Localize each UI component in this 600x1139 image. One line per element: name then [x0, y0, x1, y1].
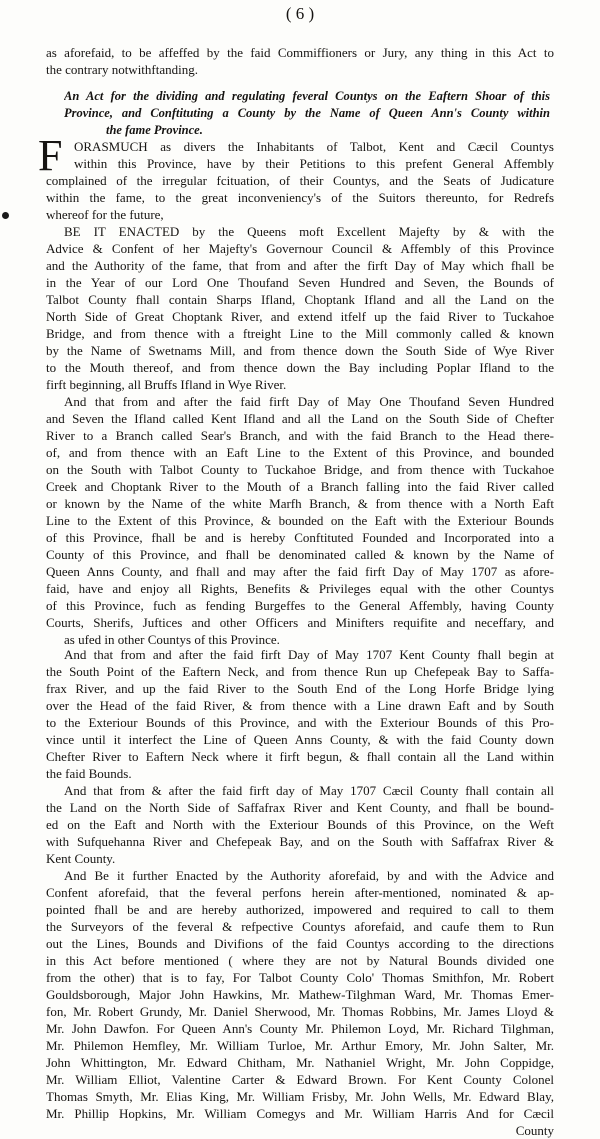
enacting-paragraph: [46, 223, 554, 393]
text-line: North Side of Great Choptank River, and extend itfelf up the faid River to Tuckahoe: [46, 309, 554, 324]
margin-mark: [2, 212, 9, 219]
text-line: by the Name of Swetnams Mill, and from thence down the South Side of Wye River: [46, 343, 554, 358]
text-line: Gouldsborough, Major John Hawkins, Mr. Mathew-Tilghman Ward, Mr. Thomas Emer-: [46, 987, 554, 1002]
text-line: vince until it interfect the Line of Queen Anns County, & with the faid County down: [46, 732, 554, 747]
drop-cap: F: [38, 131, 63, 180]
text-line: Queen Anns County, and fhall and may after the faid firft Day of May 1707 as afore-: [46, 564, 554, 579]
title-line: An Act for the dividing and regulating feveral Countys on the Eaftern Shoar of this: [64, 89, 550, 103]
title-line: Province, and Conftituting a County by the Name of Queen Ann's County within: [64, 106, 550, 120]
text-line: ed on the Eaft and North with the Exteriour Bounds of this Province, on the Weft: [46, 817, 554, 832]
text-line: and Seven the Ifland called Kent Ifland and all the Land on the South Side of Chefter: [46, 411, 554, 426]
text-line: Creek and Choptank River to the Mouth of a Branch falling into the faid River called: [46, 479, 554, 494]
text-line: on the South with Talbot County to Tuckahoe Bridge, and from thence with Tuckahoe: [46, 462, 554, 477]
caecil-paragraph: [46, 782, 554, 867]
text-line: fon, Mr. Robert Grundy, Mr. Daniel Sherwood, Mr. Thomas Robbins, Mr. James Lloyd &: [46, 1004, 554, 1019]
text-line: And that from and after the faid firft Day of May 1707 Kent County fhall begin at: [64, 647, 554, 662]
text-line: Mr. Phillip Hopkins, Mr. William Comegys and Mr. William Harris And for Cæcil: [46, 1106, 554, 1121]
text-line: in the Year of our Lord One Thoufand Seven Hundred and Seven, the Bounds of: [46, 275, 554, 290]
text-line: within this Province, have by their Petitions to this prefent General Affembly: [74, 156, 554, 171]
text-line: of, and from thence with an Eaft Line to the Extent of this Province, and bounded: [46, 445, 554, 460]
text-line: BE IT ENACTED by the Queens moft Excellent Majefty by & with the: [64, 224, 554, 239]
text-line: Confent aforefaid, that the feveral perfons herein after-mentioned, nominated & ap-: [46, 885, 554, 900]
text-line: Mr. John Dawfon. For Queen Ann's County Mr. Philemon Loyd, Mr. Richard Tilghman,: [46, 1021, 554, 1036]
text-line: of this Province, fuch as fending Burgeffes to the General Affembly, having County: [46, 598, 554, 613]
text-line: faid, have and enjoy all Rights, Benefits & Privileges equal with the other Countys: [46, 581, 554, 596]
text-line: Mr. Philemon Hemfley, Mr. William Turloe, Mr. Arthur Emory, Mr. John Salter, Mr.: [46, 1038, 554, 1053]
act-title: [64, 88, 550, 139]
text-line: or known by the Name of the white Marfh Branch, & from thence with a North Eaft: [46, 496, 554, 511]
text-line: Bridge, and from thence with a ftreight Line to the Mill commonly called & known: [46, 326, 554, 341]
text-line: the contrary notwithftanding.: [46, 62, 198, 77]
text-line: pointed fhall be and are hereby authorized, impowered and required to call to them: [46, 902, 554, 917]
text-line: the faid Bounds.: [46, 766, 132, 781]
text-line: Chefter River to Eaftern Neck where it firft begun, & fhall contain all the Land within: [46, 749, 554, 764]
text-line: Mr. William Elliot, Valentine Carter & Edward Brown. For Kent County Colonel: [46, 1072, 554, 1087]
text-line: over the Head of the faid River, & from thence with a Line drawn Eaft and by South: [46, 698, 554, 713]
text-line: Advice & Confent of her Majefty's Governour Council & Affembly of this Province: [46, 241, 554, 256]
text-line: Courts, Sherifs, Juftices and other Officers and Minifters requifite and neceffary, and: [46, 615, 554, 630]
text-line: Thomas Smyth, Mr. Elias King, Mr. William Frisby, Mr. John Wells, Mr. Edward Blay,: [46, 1089, 554, 1104]
queen-anns-paragraph: [46, 393, 554, 648]
text-line: with Sufquehanna River and Chefepeak Bay, and on the South with Saffafrax River &: [46, 834, 554, 849]
title-line: the fame Province.: [106, 123, 203, 137]
text-line: to the Exteriour Bounds of this Province, and with the Exteriour Bounds of this Pro-: [46, 715, 554, 730]
text-line: the South Point of the Eaftern Neck, and from thence Run up Chefepeak Bay to Saffa-: [46, 664, 554, 679]
kent-paragraph: [46, 646, 554, 782]
text-line: Talbot County fhall contain Sharps Ifland, Choptank Ifland and all the Land on the: [46, 292, 554, 307]
text-line: And that from & after the faid firft day of May 1707 Cæcil County fhall contain all: [64, 783, 554, 798]
text-line: the Land on the North Side of Saffafrax River and Kent County, and fhall be bound-: [46, 800, 554, 815]
text-line: firft beginning, all Bruffs Ifland in Wye River.: [46, 377, 287, 392]
text-line: And Be it further Enacted by the Authority aforefaid, by and with the Advice and: [64, 868, 554, 883]
commissioners-paragraph: [46, 867, 554, 1139]
text-line: from the other) that is to fay, For Talbot County Colo' Thomas Smithfon, Mr. Robert: [46, 970, 554, 985]
text-line: River to a Branch called Sear's Branch, and with the faid Branch to the Head there-: [46, 428, 554, 443]
text-line: John Whittington, Mr. Edward Chitham, Mr. Nathaniel Wright, Mr. John Coppidge,: [46, 1055, 554, 1070]
text-line: in this Act before mentioned ( where they are not by Natural Bounds divided one: [46, 953, 554, 968]
catchword: County: [515, 1123, 554, 1138]
text-line: County of this Province, and fhall be denominated called & known by the Name of: [46, 547, 554, 562]
text-line: complained of the irregular fcituation, of their Countys, and the Seats of Judicature: [46, 173, 554, 188]
text-line: whereof for the future,: [46, 207, 164, 222]
text-line: and the Authority of the fame, that from and after the firft Day of May which fhall be: [46, 258, 554, 273]
text-line: to the Mouth thereof, and from thence down the Bay including Poplar Ifland to the: [46, 360, 554, 375]
page-number: ( 6 ): [285, 4, 315, 23]
text-line: out the Lines, Bounds and Divifions of the faid Countys according to the directions: [46, 936, 554, 951]
text-line: of this Province, fhall be and is hereby Conftituted Founded and Incorporated into a: [46, 530, 554, 545]
text-line: frax River, and up the faid River to the South End of the Long Horfe Bridge lying: [46, 681, 554, 696]
text-line: as ufed in other Countys of this Province.: [64, 632, 280, 647]
text-line: ORASMUCH as divers the Inhabitants of Talbot, Kent and Cæcil Countys: [74, 139, 554, 154]
text-line: And that from and after the faid firft Day of May One Thoufand Seven Hundred: [64, 394, 554, 409]
preamble-paragraph: [38, 131, 554, 223]
text-line: Kent County.: [46, 851, 116, 866]
continuation-text: [46, 44, 554, 78]
text-line: within the fame, to the great inconveniency's of the Suitors thereunto, for Redrefs: [46, 190, 554, 205]
text-line: the Surveyors of the feveral & refpective Countys aforefaid, and caufe them to Run: [46, 919, 554, 934]
text-line: Line to the Extent of this Province, & bounded on the Eaft with the Exteriour Bounds: [46, 513, 554, 528]
text-line: as aforefaid, to be affeffed by the faid Commiffioners or Jury, any thing in this Act to: [46, 45, 554, 60]
